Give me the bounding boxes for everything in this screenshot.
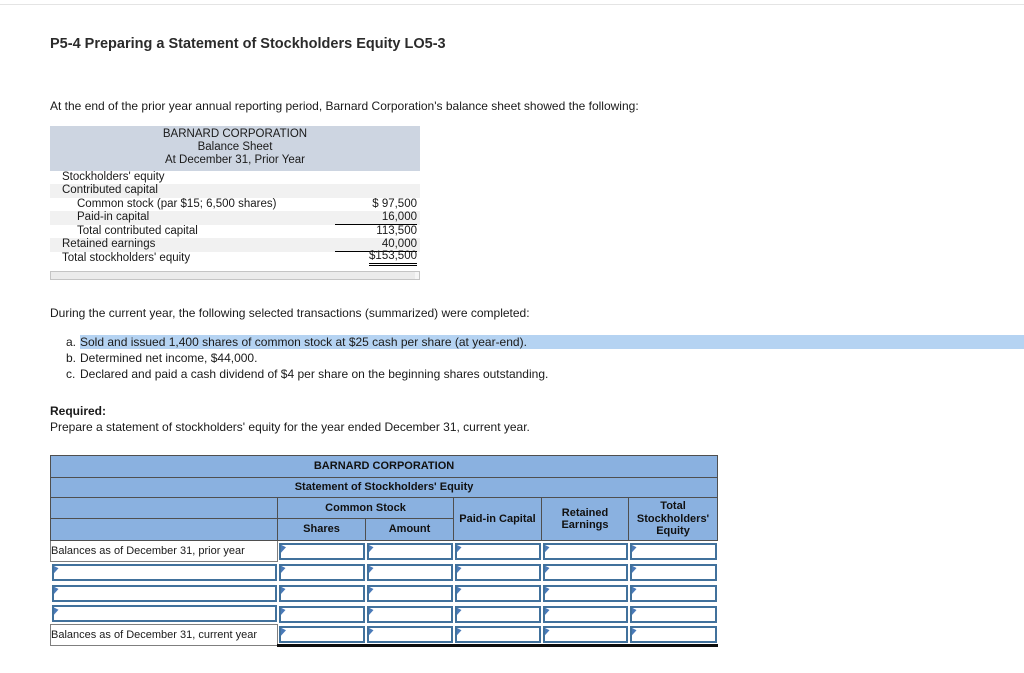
item-text-highlighted: Sold and issued 1,400 shares of common stock at $25 cash per share (at year-end). [80,335,1024,349]
input-cell-retained-earnings[interactable] [542,625,629,646]
column-header-common-stock: Common Stock [278,498,454,519]
input-cell-shares[interactable] [278,625,366,646]
input-marker-icon [457,545,462,553]
input-marker-icon [545,545,550,553]
row-label: Paid-in capital [77,211,150,224]
input-marker-icon [457,566,462,574]
input-marker-icon [281,545,286,553]
transactions-heading: During the current year, the following selected transactions (summarized) were completed: [50,306,530,320]
row-amount: 40,000 [335,238,417,252]
equity-table-company: BARNARD CORPORATION [51,456,718,478]
input-marker-icon [457,608,462,616]
top-divider [0,4,1024,5]
input-marker-icon [632,566,637,574]
row-amount: 16,000 [335,211,417,225]
row-amount: $ 97,500 [372,197,417,210]
input-cell-retained-earnings[interactable] [542,583,629,604]
problem-title: P5-4 Preparing a Statement of Stockholders Equity LO5-3 [50,36,446,52]
column-header-blank [51,519,278,541]
input-marker-icon [545,608,550,616]
input-cell-description[interactable] [51,583,278,604]
table-row [51,625,718,646]
input-cell-shares[interactable] [278,604,366,625]
input-marker-icon [369,566,374,574]
input-cell-retained-earnings[interactable] [542,541,629,562]
required-label: Required: [50,404,107,418]
column-header-paid-in-capital: Paid-in Capital [454,498,542,541]
input-marker-icon [457,628,462,636]
input-cell-description[interactable] [51,562,278,583]
input-cell-shares[interactable] [278,541,366,562]
transactions-list [66,334,1024,382]
item-text: Determined net income, $44,000. [80,351,258,365]
input-cell-retained-earnings[interactable] [542,562,629,583]
column-header-amount: Amount [366,519,454,541]
input-marker-icon [545,628,550,636]
balance-sheet-body [50,171,420,266]
input-cell-amount[interactable] [366,625,454,646]
balance-sheet-header [50,126,420,171]
input-cell-shares[interactable] [278,583,366,604]
balance-sheet-company: BARNARD CORPORATION [162,128,308,140]
row-label: Total contributed capital [77,224,198,237]
input-cell-shares[interactable] [278,562,366,583]
balance-sheet-name: Balance Sheet [197,141,273,154]
input-cell-paid-in-capital[interactable] [454,541,542,562]
input-cell-total-equity[interactable] [629,562,718,583]
table-row [50,252,420,266]
input-marker-icon [632,545,637,553]
item-marker: a. [66,335,77,349]
required-section [50,404,530,435]
input-cell-retained-earnings[interactable] [542,604,629,625]
item-marker: b. [66,351,77,365]
table-row [51,583,718,604]
table-row [50,225,420,239]
equity-table-name: Statement of Stockholders' Equity [51,478,718,498]
input-marker-icon [369,587,374,595]
input-marker-icon [632,628,637,636]
input-marker-icon [54,566,59,574]
input-cell-amount[interactable] [366,562,454,583]
input-marker-icon [281,608,286,616]
input-cell-paid-in-capital[interactable] [454,562,542,583]
column-header-total-equity: Total Stockholders' Equity [629,498,718,541]
row-label: Total stockholders' equity [62,251,191,264]
row-amount [335,250,417,266]
input-marker-icon [457,587,462,595]
table-row [50,184,420,198]
table-row [51,562,718,583]
column-header-blank [51,498,278,519]
input-marker-icon [369,545,374,553]
input-marker-icon [369,608,374,616]
input-cell-paid-in-capital[interactable] [454,625,542,646]
list-item [66,366,1024,382]
table-row [50,171,420,185]
intro-text: At the end of the prior year annual reporting period, Barnard Corporation's balance sheet showed the following: [50,99,639,113]
row-label: Contributed capital [62,184,158,197]
row-label-prior-year: Balances as of December 31, prior year [51,541,278,562]
grand-total-value: $153,500 [369,250,417,266]
input-marker-icon [369,628,374,636]
list-item [66,350,1024,366]
input-marker-icon [545,566,550,574]
row-amount: 113,500 [376,224,417,237]
required-text: Prepare a statement of stockholders' equity for the year ended December 31, current year. [50,419,530,434]
scrollbar-thumb[interactable] [51,272,415,279]
balance-sheet-date: At December 31, Prior Year [165,154,305,167]
input-cell-total-equity[interactable] [629,604,718,625]
input-cell-total-equity[interactable] [629,583,718,604]
input-cell-total-equity[interactable] [629,625,718,646]
input-marker-icon [281,587,286,595]
input-marker-icon [632,587,637,595]
table-row [51,541,718,562]
column-header-retained-earnings: Retained Earnings [542,498,629,541]
row-label: Retained earnings [62,238,156,251]
input-cell-description[interactable] [51,604,278,625]
input-cell-paid-in-capital[interactable] [454,604,542,625]
row-label: Stockholders' equity [62,170,165,183]
input-marker-icon [54,607,59,615]
table-row [51,604,718,625]
input-cell-amount[interactable] [366,583,454,604]
input-marker-icon [632,608,637,616]
item-marker: c. [66,367,76,381]
horizontal-scrollbar[interactable] [50,271,420,280]
input-marker-icon [281,628,286,636]
input-marker-icon [545,587,550,595]
row-label-current-year: Balances as of December 31, current year [51,625,278,646]
column-header-shares: Shares [278,519,366,541]
input-cell-amount[interactable] [366,604,454,625]
input-cell-total-equity[interactable] [629,541,718,562]
input-marker-icon [281,566,286,574]
balance-sheet [50,126,420,265]
item-text: Declared and paid a cash dividend of $4 per share on the beginning shares outstanding. [80,367,549,381]
equity-statement-table [50,455,718,647]
table-row [50,198,420,212]
input-marker-icon [54,587,59,595]
input-cell-paid-in-capital[interactable] [454,583,542,604]
row-label: Common stock (par $15; 6,500 shares) [77,197,277,210]
table-row [50,211,420,225]
input-cell-amount[interactable] [366,541,454,562]
list-item [66,334,1024,350]
